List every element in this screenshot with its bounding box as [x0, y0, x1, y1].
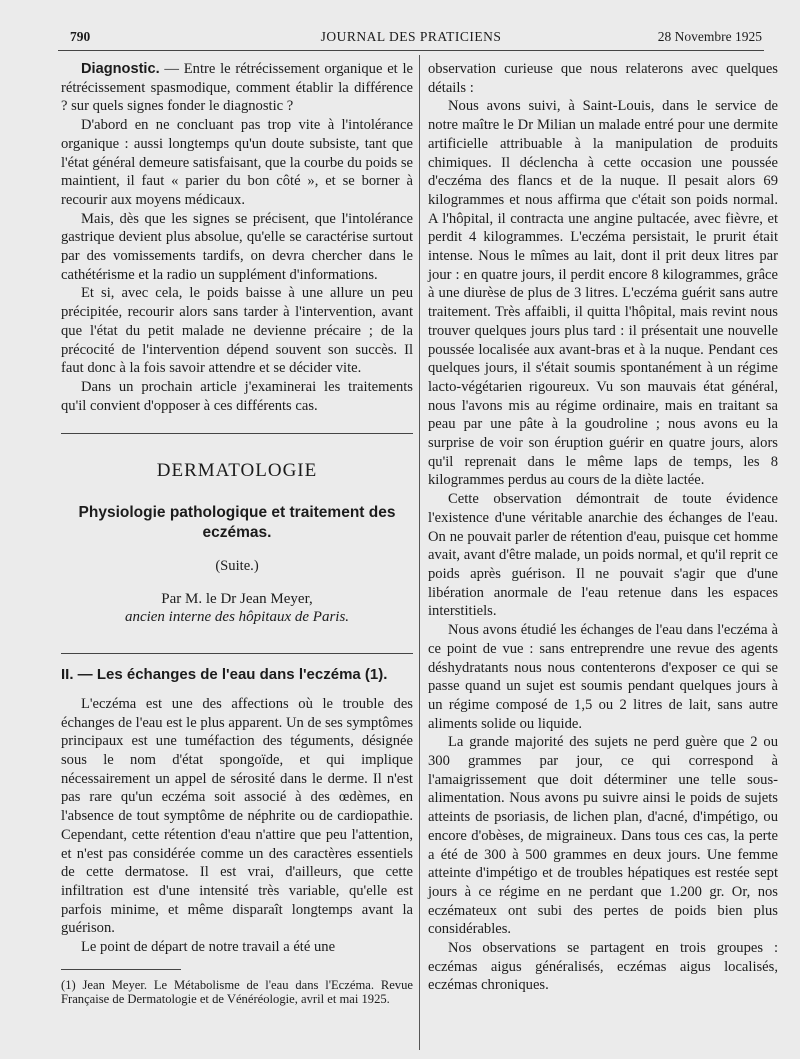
section-header — [61, 433, 413, 627]
journal-title: JOURNAL DES PRATICIENS — [320, 29, 502, 44]
paragraph: D'abord en ne concluant pas trop vite à l'intolérance organique : aussi longtemps qu'un doute subsiste, tant que l'état général demeure satisfaisant, que la courbe du poids se maintient, il faut « parier du bon côté », et se borner à recourir aux moyens médicaux. — [61, 117, 413, 208]
article-title: Physiologie pathologique et traitement des eczémas. — [78, 504, 396, 542]
paragraph: Nous avons étudié les échanges de l'eau dans l'eczéma à ce point de vue : sans entreprendre une revue des agents déshydratants nous nous contenterons d'exposer ce qui se passe quand un sujet est soumis pendant quelques jours à un régime composé de 1,5 ou 2 litres de lait, sans autre aliments solide ou liquide. — [428, 622, 778, 732]
page-number: 790 — [70, 29, 91, 44]
footnote: (1) Jean Meyer. Le Métabolisme de l'eau dans l'Eczéma. Revue Française de Dermatologie et de Vénéréologie, avril et mai 1925. — [61, 977, 413, 1007]
left-column — [61, 60, 413, 1007]
paragraph: Nous avons suivi, à Saint-Louis, dans le service de notre maître le Dr Milian un malade entré pour une dermite artificielle attribuable à la manipulation de produits chimiques. Il déclencha à cette occasion une poussée d'eczéma des flancs et de la nuque. Il pesait alors 69 kilogrammes et nous affirma que c'était son poids normal. A l'hôpital, il contracta une angine pultacée, avec fièvre, et perdit 4 kilogrammes. L'eczéma persistait, le prurit était intense. Nous le mîmes au lait, dont il prit deux litres par jour : en quatre jours, il perdit encore 8 kilogrammes, grâce à une diurèse de plus de 3 litres. L'eczéma guérit sans autre traitement. Très affaibli, il quitta l'hôpital, mais revint nous trouver quelques jours plus tard : il présentait une nouvelle poussée localisée aux avant-bras et à la nuque. Pendant ces quelques jours, il s'était soumis spontanément à un régime lacto-végétarien rigoureux. Vu son mauvais état général, nous l'avons mis au régime ordinaire, mais en traitant sa peau par une pâte à la goudroline ; nous avons eu la surprise de voir son éruption guérir en quatre jours, alors qu'il reprenait dans le même laps de temps, les 8 kilogrammes perdus au cours de la diète lactée. — [428, 98, 778, 489]
paragraph: Le point de départ de notre travail a été une — [81, 939, 336, 956]
paragraph: La grande majorité des sujets ne perd guère que 2 ou 300 grammes par jour, ce qui correspond à l'amaigrissement que doit déterminer une telle sous-alimentation. Nous avons pu suivre ainsi le poids de sujets atteints de psoriasis, de lichen plan, d'acné, d'impétigo, ou encore d'obèses, de migraineux. Dans tous ces cas, la perte a été de 300 à 500 grammes en deux jours. Une femme atteinte d'impétigo et de troubles hépatiques est restée sept jours à ce régime en ne perdant que 1.200 gr. Or, nos eczémateux ont subi des pertes de poids bien plus considérables. — [428, 734, 778, 938]
author-affiliation: ancien interne des hôpitaux de Paris. — [124, 609, 350, 626]
diagnostic-text: — Entre le rétrécissement organique et le rétrécissement spasmodique, comment établir la différence ? sur quels signes fonder le diagnostic ? — [61, 61, 413, 115]
footnote-rule — [61, 969, 181, 970]
paragraph: observation curieuse que nous relaterons avec quelques détails : — [428, 61, 778, 96]
paragraph: Mais, dès que les signes se précisent, que l'intolérance gastrique devient plus absolue, qu'elle se caractérise surtout par des vomissements tardifs, on devra chercher dans le cathétérisme et la radio un supplément d'informations. — [61, 210, 413, 283]
author-byline: Par M. le Dr Jean Meyer, — [161, 590, 313, 607]
column-divider — [419, 55, 420, 1050]
subheading: II. — Les échanges de l'eau dans l'eczéma (1). — [61, 653, 413, 685]
paragraph: Cette observation démontrait de toute évidence l'existence d'une véritable anarchie des échanges de l'eau. On ne pouvait parler de rétention d'eau, puisque cet homme avait, avant d'être malade, un poids normal, et qu'il reprit ce poids après guérison. Il ne pouvait s'agir que d'une libération anormale de l'eau retenue dans les espaces interstitiels. — [428, 491, 778, 620]
diagnostic-paragraph — [61, 60, 413, 116]
issue-date: 28 Novembre 1925 — [657, 29, 762, 44]
paragraph: Nos observations se partagent en trois groupes : eczémas aigus généralisés, eczémas aigus localisés, eczémas chroniques. — [428, 940, 778, 994]
paragraph: L'eczéma est une des affections où le trouble des échanges de l'eau est le plus apparent. Un de ses symptômes principaux est une tuméfaction des téguments, désignée sous le nom d'état spongoïde, et qui implique nécessairement un appel de sérosité dans le derme. Il n'est pas rare qu'un eczéma soit associé à des œdèmes, en l'absence de tout symptôme de néphrite ou de cardiopathie. Cependant, cette rétention d'eau n'attire que peu l'attention, et n'est pas considérée comme un des caractères essentiels de cette dermatose. Il est vrai, d'ailleurs, que cette infiltration est d'une intensité très variable, qu'elle est parfois minime, et même disparaît longtemps avant la guérison. — [61, 695, 413, 937]
section-title: DERMATOLOGIE — [156, 460, 318, 482]
running-header — [58, 26, 764, 51]
continuation-note: (Suite.) — [215, 558, 259, 575]
right-column — [428, 60, 778, 995]
diagnostic-label: Diagnostic. — [81, 61, 160, 77]
paragraph: Et si, avec cela, le poids baisse à une allure un peu précipitée, recourir alors sans tarder à l'intervention, avant que l'état du petit malade ne devienne précaire ; de la précocité de l'intervention dépend souvent son succès. Il faut donc à la fois savoir attendre et se décider vite. — [61, 285, 413, 377]
paragraph: Dans un prochain article j'examinerai les traitements qu'il convient d'opposer à ces différents cas. — [61, 378, 413, 414]
